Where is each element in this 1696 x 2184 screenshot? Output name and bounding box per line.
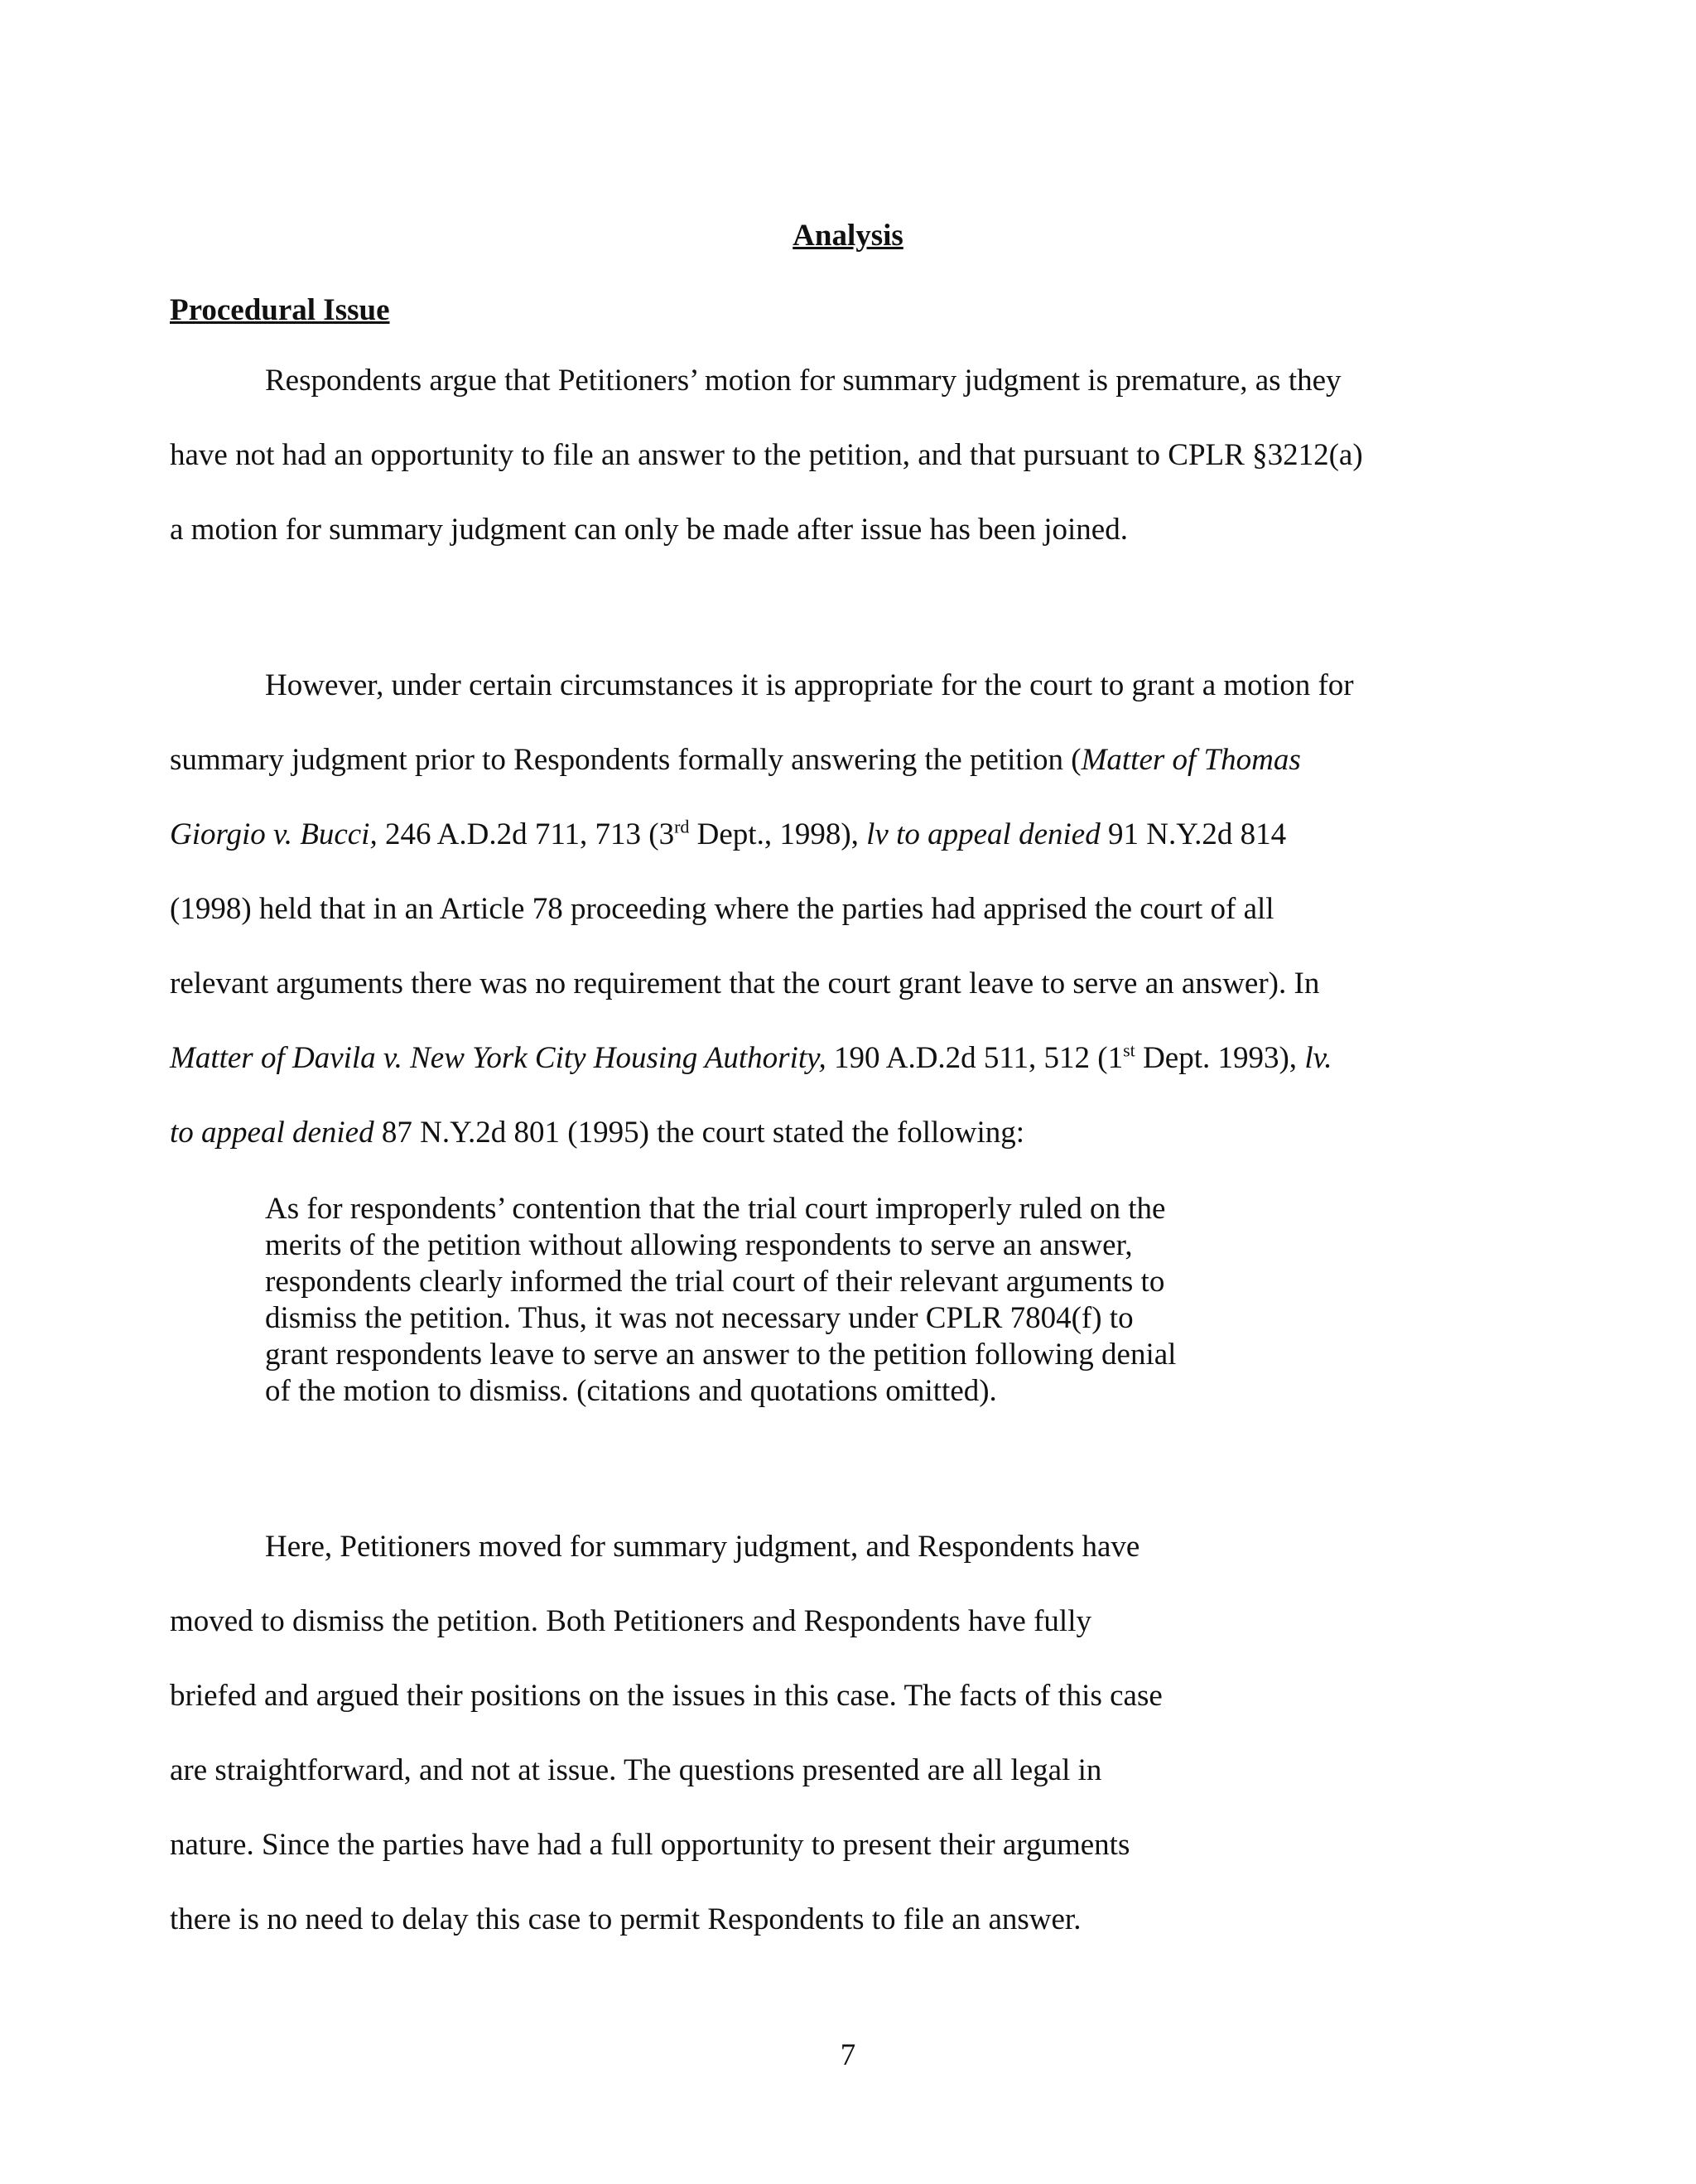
text-run: Dept. 1993),	[1135, 1041, 1305, 1075]
paragraph-line	[170, 735, 1301, 785]
paragraph-line: nature. Since the parties have had a full opportunity to present their arguments	[170, 1828, 1130, 1862]
quote-line: grant respondents leave to serve an answer to the petition following denial	[265, 1338, 1177, 1372]
paragraph-line	[170, 1108, 1024, 1158]
quote-line: dismiss the petition. Thus, it was not necessary under CPLR 7804(f) to	[265, 1301, 1134, 1335]
citation-signal: lv.	[1304, 1041, 1332, 1075]
paragraph-line: relevant arguments there was no requirement that the court grant leave to serve an answer). In	[170, 967, 1320, 1000]
paragraph-line: there is no need to delay this case to permit Respondents to file an answer.	[170, 1902, 1082, 1936]
text-run: Dept., 1998),	[689, 817, 867, 851]
paragraph-line: Respondents argue that Petitioners’ motion for summary judgment is premature, as they	[265, 364, 1342, 398]
paragraph-line: (1998) held that in an Article 78 proceeding where the parties had apprised the court of all	[170, 892, 1274, 926]
quote-line: merits of the petition without allowing respondents to serve an answer,	[265, 1228, 1133, 1262]
quote-line: of the motion to dismiss. (citations and quotations omitted).	[265, 1374, 997, 1408]
paragraph-line	[170, 1034, 1332, 1083]
text-run: 246 A.D.2d 711, 713 (3	[377, 817, 675, 851]
ordinal-suffix: rd	[674, 816, 690, 837]
text-run: 190 A.D.2d 511, 512 (1	[826, 1041, 1124, 1075]
ordinal-suffix: st	[1123, 1039, 1135, 1061]
quote-line: As for respondents’ contention that the trial court improperly ruled on the	[265, 1192, 1166, 1226]
citation-signal: lv to appeal denied	[866, 817, 1101, 851]
paragraph-line: briefed and argued their positions on the issues in this case. The facts of this case	[170, 1679, 1163, 1713]
paragraph-line: However, under certain circumstances it is appropriate for the court to grant a motion for	[265, 668, 1354, 702]
quote-line: respondents clearly informed the trial court of their relevant arguments to	[265, 1265, 1165, 1299]
paragraph-line: moved to dismiss the petition. Both Petitioners and Respondents have fully	[170, 1604, 1091, 1638]
paragraph-line	[170, 810, 1286, 860]
paragraph-line: a motion for summary judgment can only be made after issue has been joined.	[170, 513, 1128, 547]
case-citation: Giorgio v. Bucci,	[170, 817, 378, 851]
text-run: 91 N.Y.2d 814	[1100, 817, 1287, 851]
section-heading: Procedural Issue	[170, 293, 390, 327]
paragraph-line: Here, Petitioners moved for summary judgment, and Respondents have	[265, 1530, 1140, 1564]
text-run: 87 N.Y.2d 801 (1995) the court stated the following:	[373, 1116, 1025, 1150]
paragraph-line: are straightforward, and not at issue. The questions presented are all legal in	[170, 1753, 1102, 1787]
text-run: summary judgment prior to Respondents formally answering the petition (	[170, 743, 1082, 777]
case-citation: Matter of Thomas	[1081, 743, 1301, 777]
page-title: Analysis	[793, 219, 903, 253]
case-citation: Matter of Davila v. New York City Housing Authority,	[170, 1041, 826, 1075]
paragraph-line: have not had an opportunity to file an answer to the petition, and that pursuant to CPLR §3212(a)	[170, 438, 1363, 472]
citation-signal: to appeal denied	[170, 1116, 374, 1150]
page-number: 7	[840, 2038, 856, 2072]
